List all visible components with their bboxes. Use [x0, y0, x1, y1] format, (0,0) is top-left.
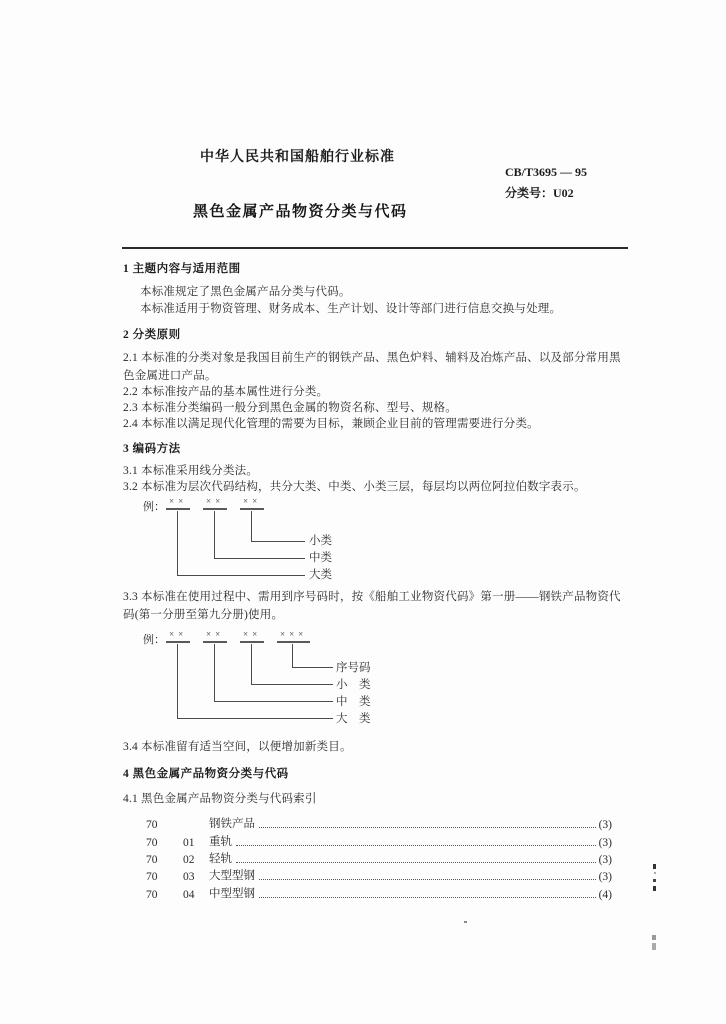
section-2-item-2-3: 2.3 本标准分类编码一般分到黑色金属的物资名称、型号、规格。 — [123, 402, 457, 414]
section-1-paragraph-1: 本标准规定了黑色金属产品分类与代码。 — [140, 286, 351, 298]
index-code-minor: 02 — [183, 854, 195, 866]
connector-line — [177, 575, 305, 576]
diagram2-code-group-3: ×× — [240, 629, 264, 643]
connector-line — [251, 511, 252, 541]
scan-artifact — [653, 879, 656, 882]
classification-number: 分类号：U02 — [505, 186, 574, 200]
scan-artifact — [653, 886, 656, 891]
leader-dots — [236, 844, 596, 846]
index-code-major: 70 — [146, 854, 158, 866]
index-code-major: 70 — [146, 837, 158, 849]
index-row — [146, 866, 612, 883]
diagram1-label-small-class: 小类 — [309, 535, 332, 547]
index-page-ref: (3) — [598, 837, 612, 849]
section-4-heading: 4 黑色金属产品物资分类与代码 — [123, 768, 289, 780]
connector-line — [177, 511, 178, 575]
index-page-ref: (4) — [598, 889, 612, 901]
index-code-minor: 03 — [183, 871, 195, 883]
code-structure-diagram-1 — [140, 495, 370, 587]
section-3-item-3-2: 3.2 本标准为层次代码结构，共分大类、中类、小类三层，每层均以两位阿拉伯数字表示。 — [123, 481, 586, 493]
connector-line — [214, 644, 215, 701]
diagram2-code-group-1: ×× — [166, 629, 190, 643]
classification-index — [146, 814, 612, 906]
diagram2-label-small-class: 小 类 — [336, 679, 371, 691]
index-item-name: 大型型钢 — [209, 870, 255, 882]
connector-line — [251, 644, 252, 684]
index-code-major: 70 — [146, 819, 158, 831]
diagram2-label-middle-class: 中 类 — [336, 696, 371, 708]
section-3-item-3-3: 3.3 本标准在使用过程中、需用到序号码时，按《船舶工业物资代码》第一册——钢铁产品物资代码(第一分册至第九分册)使用。 — [123, 591, 621, 621]
section-2-item-2-4: 2.4 本标准以满足现代化管理的需要为目标，兼顾企业目前的管理需要进行分类。 — [123, 418, 539, 430]
index-page-ref: (3) — [598, 871, 612, 883]
connector-line — [214, 701, 333, 702]
standard-number: CB/T3695 — 95 — [505, 165, 588, 179]
index-code-minor: 01 — [183, 837, 195, 849]
header-org-line: 中华人民共和国船舶行业标准 — [200, 150, 395, 165]
section-3-item-3-1: 3.1 本标准采用线分类法。 — [123, 465, 259, 477]
diagram1-label-large-class: 大类 — [309, 569, 332, 581]
diagram2-label-serial-code: 序号码 — [336, 662, 371, 674]
index-row — [146, 814, 612, 831]
diagram1-code-group-2: ×× — [203, 496, 227, 510]
section-1-heading: 1 主题内容与适用范围 — [123, 263, 241, 275]
section-2-item-2-2: 2.2 本标准按产品的基本属性进行分类。 — [123, 386, 329, 398]
connector-line — [177, 718, 333, 719]
section-3-item-3-4: 3.4 本标准留有适当空间，以便增加新类目。 — [123, 741, 352, 753]
section-4-item-4-1: 4.1 黑色金属产品物资分类与代码索引 — [123, 793, 317, 805]
diagram2-example-label: 例： — [143, 634, 165, 646]
section-3-heading: 3 编码方法 — [123, 443, 181, 455]
index-row — [146, 849, 612, 866]
diagram2-label-large-class: 大 类 — [336, 713, 371, 725]
index-item-name: 轻轨 — [209, 853, 232, 865]
index-row — [146, 884, 612, 901]
diagram2-code-group-2: ×× — [203, 629, 227, 643]
index-page-ref: (3) — [598, 854, 612, 866]
section-1-paragraph-2: 本标准适用于物资管理、财务成本、生产计划、设计等部门进行信息交换与处理。 — [140, 303, 562, 315]
index-item-name: 重轨 — [209, 836, 232, 848]
diagram1-example-label: 例： — [143, 501, 165, 513]
index-code-major: 70 — [146, 871, 158, 883]
document-title: 黑色金属产品物资分类与代码 — [193, 204, 408, 220]
connector-line — [251, 541, 305, 542]
connector-line — [214, 558, 305, 559]
scan-artifact — [653, 864, 656, 869]
index-item-name: 中型型钢 — [209, 888, 255, 900]
leader-dots — [259, 896, 596, 898]
connector-line — [251, 684, 333, 685]
diagram2-code-group-4: ××× — [277, 629, 310, 643]
diagram1-code-group-3: ×× — [240, 496, 264, 510]
leader-dots — [259, 826, 596, 828]
code-structure-diagram-2 — [140, 628, 420, 730]
scan-artifact — [652, 943, 656, 950]
connector-line — [177, 644, 178, 718]
header-rule — [122, 247, 628, 249]
connector-line — [292, 644, 293, 667]
index-row — [146, 832, 612, 849]
leader-dots — [259, 878, 596, 880]
scan-artifact — [654, 872, 656, 874]
index-page-ref: (3) — [598, 819, 612, 831]
connector-line — [292, 667, 333, 668]
diagram1-code-group-1: ×× — [166, 496, 190, 510]
scan-artifact — [652, 935, 656, 940]
scan-artifact — [464, 921, 467, 923]
connector-line — [214, 511, 215, 558]
index-code-major: 70 — [146, 889, 158, 901]
diagram1-label-middle-class: 中类 — [309, 552, 332, 564]
section-2-item-2-1: 2.1 本标准的分类对象是我国目前生产的钢铁产品、黑色炉料、辅料及冶炼产品、以及部分常用黑色金属进口产品。 — [123, 352, 621, 382]
index-item-name: 钢铁产品 — [209, 818, 255, 830]
section-2-heading: 2 分类原则 — [123, 329, 181, 341]
index-code-minor: 04 — [183, 889, 195, 901]
leader-dots — [236, 861, 596, 863]
